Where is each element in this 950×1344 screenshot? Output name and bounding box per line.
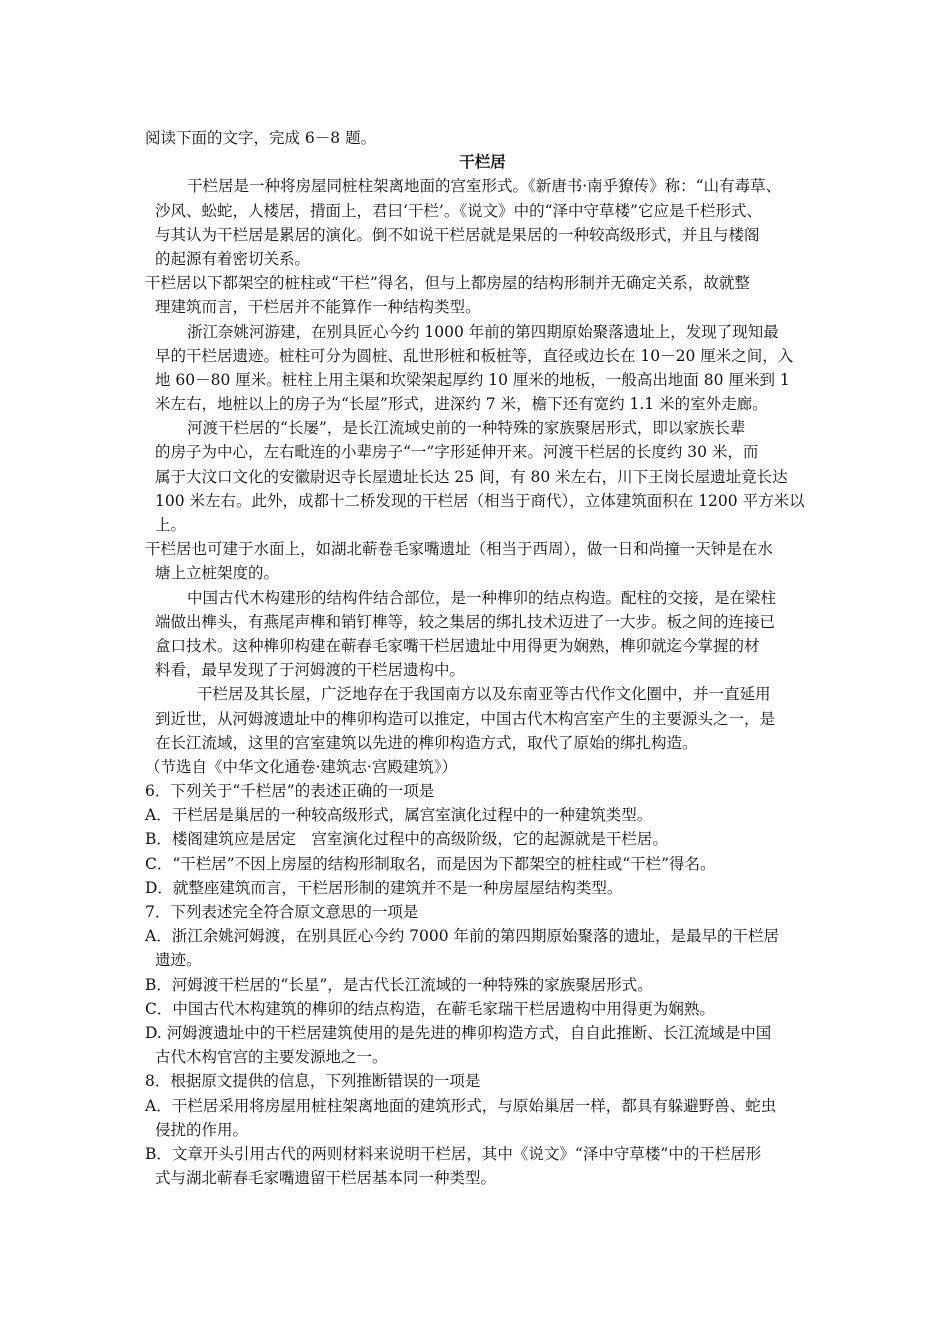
option-a: A．干栏居采用将房屋用桩柱架离地面的建筑形式，与原始巢居一样，都具有躲避野兽、蛇虫 — [145, 1096, 777, 1115]
article-line: 与其认为干栏居是累居的演化。倒不如说干栏居就是果居的一种较高级形式，并且与楼阁 — [155, 225, 760, 244]
article-line: 端做出榫头，有燕尾声榫和销钉榫等，较之集居的绑扎技术迈进了一大步。板之间的连接已 — [155, 612, 776, 631]
article-line: 的起源有着密切关系。 — [155, 249, 311, 268]
article-source: （节选自《中华文化通卷·建筑志·宫殿建筑》） — [145, 757, 458, 776]
option-b-cont: 式与湖北蕲春毛家嘴遗留干栏居基本同一种类型。 — [155, 1169, 497, 1188]
option-b: B．楼阁建筑应是居定 宫室演化过程中的高级阶级，它的起源就是干栏居。 — [145, 830, 668, 849]
article-line: 干栏居及其长屋，广泛地存在于我国南方以及东南亚等古代作文化圈中，并一直延用 — [197, 685, 771, 704]
reading-instruction: 阅读下面的文字，完成 6－8 题。 — [145, 129, 377, 147]
article-line: 上。 — [155, 516, 187, 534]
question-6 — [145, 779, 820, 900]
option-a: A．干栏居是巢居的一种较高级形式，属宫室演化过程中的一种建筑类型。 — [145, 806, 653, 825]
question-stem: 6．下列关于“千栏居”的表述正确的一项是 — [145, 782, 435, 801]
option-d: D．就整座建筑而言，干栏居形制的建筑并不是一种房屋屋结构类型。 — [145, 878, 623, 897]
article-line: 早的干栏居遗迹。桩柱可分为圆桩、乱世形桩和板桩等，直径或边长在 10－20 厘米之间，入 — [155, 346, 794, 365]
option-a-cont: 遗迹。 — [155, 951, 202, 970]
article-line: 中国古代木构建形的结构件结合部位，是一种榫卯的结点构造。配柱的交接，是在梁柱 — [187, 588, 777, 607]
article-line: 的房子为中心，左右毗连的小辈房子“一”字形延伸开来。河渡干栏居的长度约 30 米，而 — [155, 443, 759, 462]
article-body — [145, 174, 820, 779]
document-page — [145, 126, 820, 1190]
article-line: 盒口技术。这种榫卯构建在蕲春毛家嘴干栏居遗址中用得更为娴熟，榫卯就迄今掌握的材 — [155, 636, 760, 655]
article-line: 到近世，从河姆渡遗址中的榫卯构造可以推定，中国古代木构宫室产生的主要源头之一，是 — [155, 709, 776, 728]
article-line: 塘上立桩架度的。 — [155, 564, 280, 583]
article-line: 干栏居也可建于水面上，如湖北蕲卷毛家嘴遗址（相当于西周），做一日和尚撞一天钟是在水 — [145, 540, 773, 559]
option-d: D. 河姆渡遗址中的干栏居建筑使用的是先进的榫卯构造方式，自自此推断、长江流域是中国 — [145, 1023, 772, 1042]
article-line: 米左右，地桩以上的房子为“长屋”形式，进深约 7 米，檐下还有宽约 1.1 米的室外走廊。 — [155, 395, 768, 414]
option-a-cont: 侵扰的作用。 — [155, 1120, 249, 1139]
option-c: C．中国古代木构建筑的榫卯的结点构造，在蕲毛家瑞干栏居遗构中用得更为娴熟。 — [145, 999, 715, 1018]
option-a: A．浙江余姚河姆渡，在别具匠心今约 7000 年前的第四期原始聚落的遗址，是最早的干栏居 — [145, 927, 779, 946]
article-line: 干栏居是一种将房屋同桩柱架离地面的宫室形式。《新唐书·南乎獠传》称：“山有毒草、 — [187, 177, 782, 196]
article-line: 在长江流域，这里的宫室建筑以先进的榫卯构造方式，取代了原始的绑扎构造。 — [155, 733, 698, 752]
question-stem: 7．下列表述完全符合原文意思的一项是 — [145, 903, 419, 921]
option-b: B．文章开头引用古代的两则材料来说明干栏居，其中《说文》“泽中守草楼”中的干栏居形 — [145, 1144, 762, 1163]
question-8 — [145, 1069, 820, 1190]
article-line: 理建筑而言，干栏居并不能算作一种结构类型。 — [155, 298, 481, 317]
question-stem: 8．根据原文提供的信息，下列推断错误的一项是 — [145, 1072, 481, 1091]
article-line: 河渡干栏居的“长屡”，是长江流域史前的一种特殊的家族聚居形式，即以家族长辈 — [187, 419, 746, 438]
article-line: 属于大汶口文化的安徽尉迟寺长屋遗址长达 25 间，有 80 米左右，川下王岗长屋遗址竟长达 — [155, 467, 788, 486]
option-d-cont: 古代木构官宫的主要发源地之一。 — [155, 1048, 388, 1067]
option-c: C．“干栏居”不因上房屋的结构形制取名，而是因为下都架空的桩柱或“干栏”得名。 — [145, 854, 716, 873]
article-line: 浙江奈姚河游建，在别具匠心今约 1000 年前的第四期原始聚落遗址上，发现了现知最 — [187, 322, 779, 341]
article-title: 干栏居 — [459, 153, 506, 172]
article-line: 沙风、蚣蛇，人楼居，揹面上，君曰‘干栏’。《说文》中的“泽中守草楼”它应是千栏形式、 — [155, 201, 762, 220]
question-7 — [145, 900, 820, 1069]
option-b: B．河姆渡干栏居的“长星”，是古代长江流域的一种特殊的家族聚居形式。 — [145, 975, 653, 994]
article-line: 料看，最早发现了于河姆渡的干栏居遗构中。 — [155, 661, 466, 680]
article-line: 地 60－80 厘米。桩柱上用主渠和坎梁架起厚约 10 厘米的地板，一般高出地面 80 厘米到 1 — [155, 370, 790, 389]
article-line: 干栏居以下都架空的桩柱或“干栏”得名，但与上都房屋的结构形制并无确定关系，故就整 — [145, 274, 750, 293]
article-line: 100 米左右。此外，成都十二桥发现的干栏居（相当于商代），立体建筑面积在 1200 平方米以 — [155, 491, 805, 510]
